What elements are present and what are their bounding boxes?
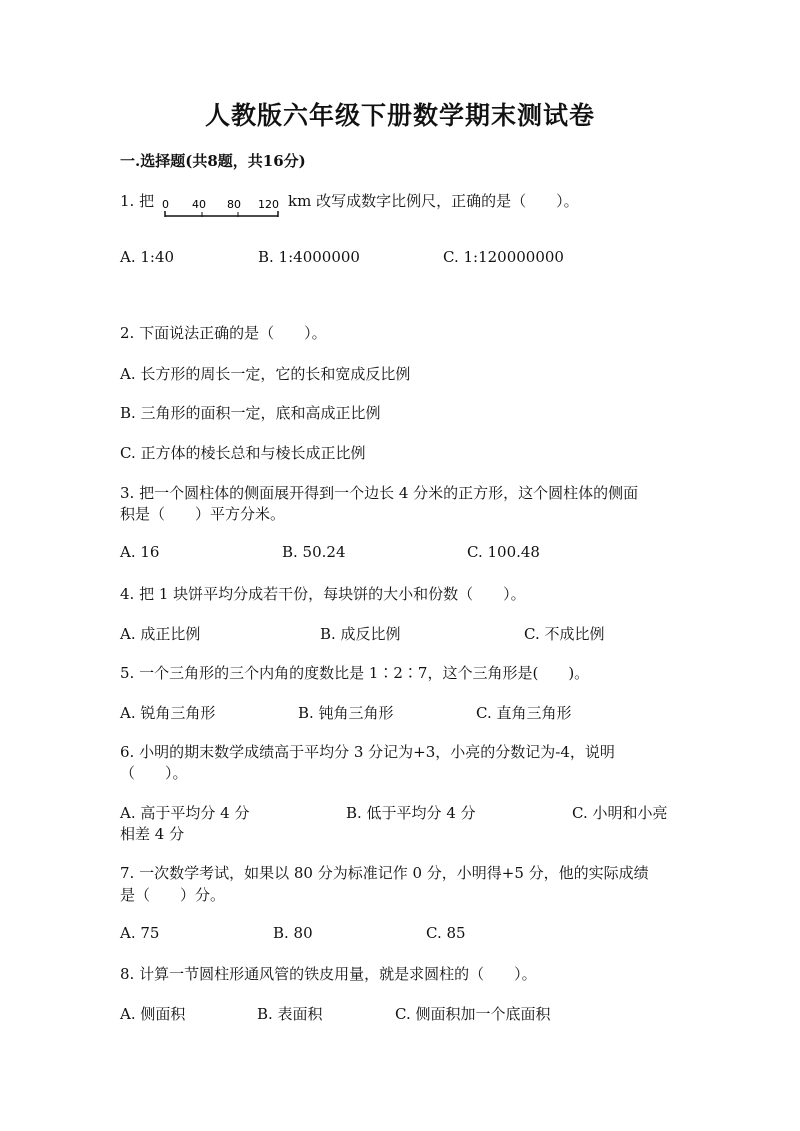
q7-stem-line2: 是（ ）分。	[120, 886, 226, 904]
q6-stem-line2: （ ）。	[120, 764, 188, 782]
q6-option-c-continued: 相差 4 分	[120, 825, 185, 843]
q2-option-c[interactable]: C. 正方体的棱长总和与棱长成正比例	[120, 444, 366, 462]
q8-option-b[interactable]: B. 表面积	[257, 1005, 323, 1023]
q4-option-a[interactable]: A. 成正比例	[120, 625, 201, 643]
q6-option-a[interactable]: A. 高于平均分 4 分	[120, 804, 250, 822]
q2-stem: 2. 下面说法正确的是（ ）。	[120, 324, 327, 342]
scale-tick-label: 0	[162, 198, 169, 211]
q1-stem-prefix: 1. 把	[120, 192, 155, 210]
page-title: 人教版六年级下册数学期末测试卷	[204, 101, 595, 130]
scale-tick-label: 80	[227, 198, 241, 211]
q3-option-b[interactable]: B. 50.24	[282, 543, 346, 561]
q6-option-c[interactable]: C. 小明和小亮	[572, 804, 668, 822]
q7-option-c[interactable]: C. 85	[426, 924, 466, 942]
q8-stem: 8. 计算一节圆柱形通风管的铁皮用量，就是求圆柱的（ ）。	[120, 965, 537, 983]
q5-stem: 5. 一个三角形的三个内角的度数比是 1∶2∶7，这个三角形是( )。	[120, 664, 590, 682]
q1-option-a[interactable]: A. 1:40	[120, 248, 175, 266]
q3-option-a[interactable]: A. 16	[120, 543, 160, 561]
q5-option-c[interactable]: C. 直角三角形	[476, 704, 572, 722]
q4-option-b[interactable]: B. 成反比例	[320, 625, 401, 643]
q4-stem: 4. 把 1 块饼平均分成若干份，每块饼的大小和份数（ ）。	[120, 585, 526, 603]
q7-option-b[interactable]: B. 80	[273, 924, 313, 942]
q8-option-c[interactable]: C. 侧面积加一个底面积	[395, 1005, 551, 1023]
scale-tick-label: 120	[258, 198, 279, 211]
q6-stem-line1: 6. 小明的期末数学成绩高于平均分 3 分记为+3，小亮的分数记为-4，说明	[120, 743, 615, 761]
q8-option-a[interactable]: A. 侧面积	[120, 1005, 186, 1023]
q2-option-a[interactable]: A. 长方形的周长一定，它的长和宽成反比例	[120, 365, 411, 383]
section-heading: 一.选择题(共8题，共16分)	[120, 152, 306, 170]
q1-stem-suffix: km 改写成数字比例尺，正确的是（ ）。	[288, 192, 579, 210]
q2-option-b[interactable]: B. 三角形的面积一定，底和高成正比例	[120, 404, 381, 422]
q4-option-c[interactable]: C. 不成比例	[524, 625, 605, 643]
q5-option-a[interactable]: A. 锐角三角形	[120, 704, 216, 722]
q1-option-c[interactable]: C. 1:120000000	[443, 248, 564, 266]
scale-bar-figure	[160, 196, 284, 220]
q3-stem-line1: 3. 把一个圆柱体的侧面展开得到一个边长 4 分米的正方形，这个圆柱体的侧面	[120, 484, 639, 502]
scale-tick-label: 40	[192, 198, 206, 211]
q6-option-b[interactable]: B. 低于平均分 4 分	[346, 804, 476, 822]
q3-option-c[interactable]: C. 100.48	[467, 543, 540, 561]
q7-stem-line1: 7. 一次数学考试，如果以 80 分为标准记作 0 分，小明得+5 分，他的实际成绩	[120, 864, 649, 882]
q3-stem-line2: 积是（ ）平方分米。	[120, 505, 286, 523]
q7-option-a[interactable]: A. 75	[120, 924, 160, 942]
q1-option-b[interactable]: B. 1:4000000	[258, 248, 360, 266]
q5-option-b[interactable]: B. 钝角三角形	[298, 704, 394, 722]
